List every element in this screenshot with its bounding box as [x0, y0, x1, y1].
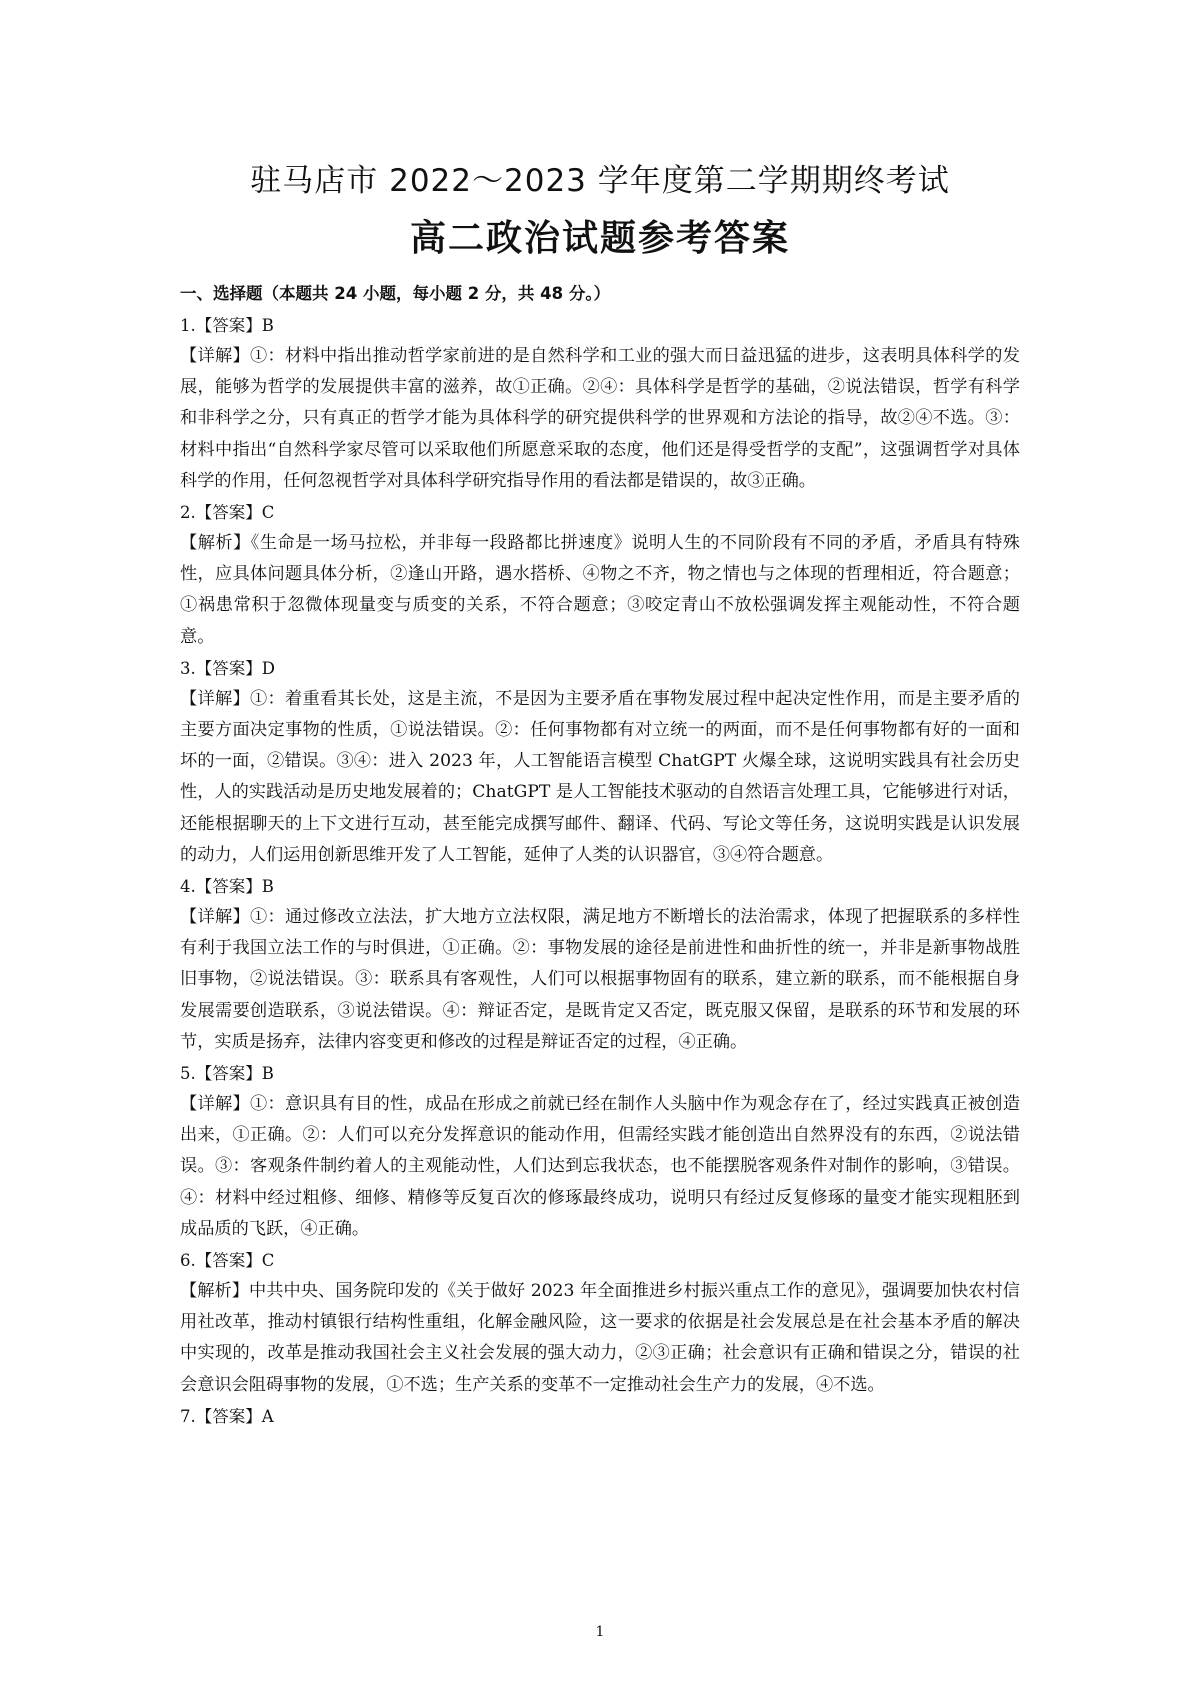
answer-label: 3.【答案】D — [180, 658, 275, 678]
page-number: 1 — [595, 1624, 605, 1640]
answer-label: 2.【答案】C — [180, 503, 275, 523]
explanation-text: 【解析】中共中央、国务院印发的《关于做好 2023 年全面推进乡村振兴重点工作的意见》，强调要加快农村信用社改革，推动村镇银行结构性重组，化解金融风险，这一要求的依据是社会发展总是在社会基本矛盾的解决中实现的，改革是推动我国社会主义社会发展的强大动力，②③正确；社会意识有正确和错误之分，错误的社会意识会阻碍事物的发展，①不选；生产关系的变革不一定推动社会生产力的发展，④不选。 — [180, 1281, 1020, 1395]
explanation-text: 【详解】①：通过修改立法法，扩大地方立法权限，满足地方不断增长的法治需求，体现了把握联系的多样性有利于我国立法工作的与时俱进，①正确。②：事物发展的途径是前进性和曲折性的统一，并非是新事物战胜旧事物，②说法错误。③：联系具有客观性，人们可以根据事物固有的联系，建立新的联系，而不能根据自身发展需要创造联系，③说法错误。④：辩证否定，是既肯定又否定，既克服又保留，是联系的环节和发展的环节，实质是扬弃，法律内容变更和修改的过程是辩证否定的过程，④正确。 — [180, 907, 1020, 1052]
question-7 — [180, 1401, 1020, 1432]
question-2 — [180, 497, 1020, 653]
explanation-text: 【详解】①：材料中指出推动哲学家前进的是自然科学和工业的强大而日益迅猛的进步，这表明具体科学的发展，能够为哲学的发展提供丰富的滋养，故①正确。②④：具体科学是哲学的基础，②说法错误，哲学有科学和非科学之分，只有真正的哲学才能为具体科学的研究提供科学的世界观和方法论的指导，故②④不选。③：材料中指出“自然科学家尽管可以采取他们所愿意采取的态度，他们还是得受哲学的支配”，这强调哲学对具体科学的作用，任何忽视哲学对具体科学研究指导作用的看法都是错误的，故③正确。 — [180, 346, 1020, 491]
answer-label: 5.【答案】B — [180, 1064, 274, 1084]
answer-key-title: 高二政治试题参考答案 — [409, 218, 790, 259]
explanation-text: 【详解】①：意识具有目的性，成品在形成之前就已经在制作人头脑中作为观念存在了，经过实践真正被创造出来，①正确。②：人们可以充分发挥意识的能动作用，但需经实践才能创造出自然界没有的东西，②说法错误。③：客观条件制约着人的主观能动性，人们达到忘我状态，也不能摆脱客观条件对制作的影响，③错误。④：材料中经过粗修、细修、精修等反复百次的修琢最终成功，说明只有经过反复修琢的量变才能实现粗胚到成品质的飞跃，④正确。 — [180, 1094, 1020, 1239]
question-4 — [180, 871, 1020, 1058]
answer-label: 7.【答案】A — [180, 1406, 274, 1426]
answer-label: 1.【答案】B — [180, 316, 274, 335]
explanation-text: 【解析】《生命是一场马拉松，并非每一段路都比拼速度》说明人生的不同阶段有不同的矛盾，矛盾具有特殊性，应具体问题具体分析，②逢山开路，遇水搭桥、④物之不齐，物之情也与之体现的哲理相近，符合题意；①祸患常积于忽微体现量变与质变的关系，不符合题意；③咬定青山不放松强调发挥主观能动性，不符合题意。 — [180, 533, 1020, 647]
question-1 — [180, 310, 1020, 497]
question-6 — [180, 1245, 1020, 1401]
answer-label: 6.【答案】C — [180, 1251, 275, 1271]
exam-title: 驻马店市 2022～2023 学年度第二学期期终考试 — [250, 163, 950, 199]
section-heading: 一、选择题（本题共 24 小题，每小题 2 分，共 48 分。） — [180, 284, 611, 303]
explanation-text: 【详解】①：着重看其长处，这是主流，不是因为主要矛盾在事物发展过程中起决定性作用，而是主要矛盾的主要方面决定事物的性质，①说法错误。②：任何事物都有对立统一的两面，而不是任何事物都有好的一面和坏的一面，②错误。③④：进入 2023 年，人工智能语言模型 ChatGPT 火爆全球，这说明实践具有社会历史性，人的实践活动是历史地发展着的；ChatGPT 是人工智能技术驱动的自然语言处理工具，它能够进行对话，还能根据聊天的上下文进行互动，甚至能完成撰写邮件、翻译、代码、写论文等任务，这说明实践是认识发展的动力，人们运用创新思维开发了人工智能，延伸了人类的认识器官，③④符合题意。 — [180, 688, 1020, 865]
answer-label: 4.【答案】B — [180, 877, 274, 897]
question-3 — [180, 653, 1020, 871]
document-body — [180, 277, 1020, 1432]
question-5 — [180, 1058, 1020, 1245]
